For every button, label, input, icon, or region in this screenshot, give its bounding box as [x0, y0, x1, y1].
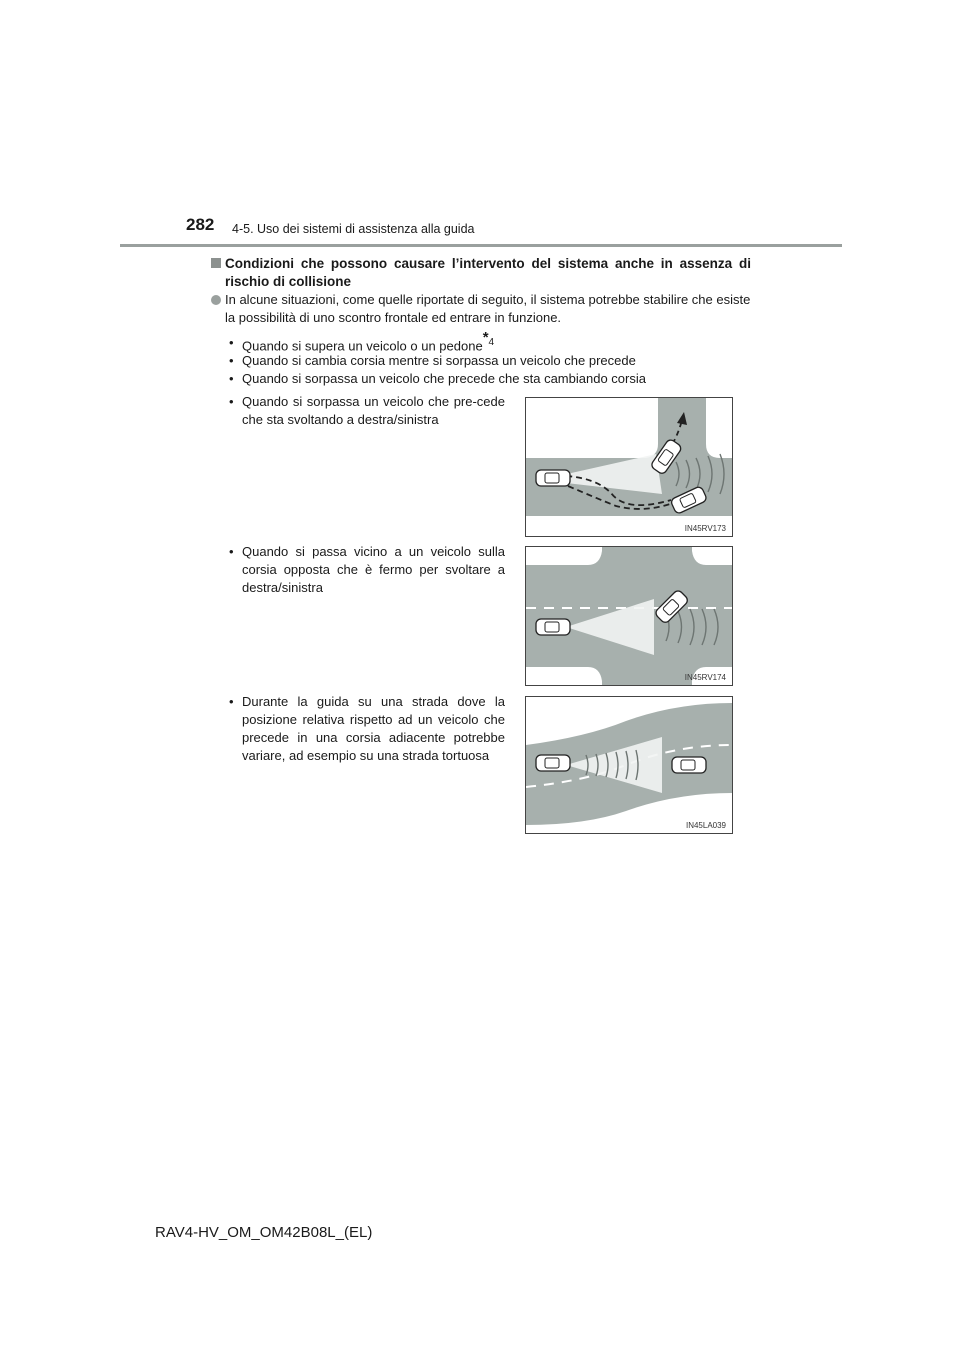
- list-bullet: •: [229, 544, 234, 559]
- figure-code: IN45RV174: [684, 673, 726, 682]
- list-item-text: Quando si supera un veicolo o un pedone: [242, 338, 483, 354]
- document-code-footer: RAV4-HV_OM_OM42B08L_(EL): [155, 1224, 373, 1241]
- figure-list-item: [225, 543, 505, 597]
- page-number: 282: [186, 215, 215, 234]
- illustration-winding-road: [525, 696, 733, 834]
- list-bullet: •: [229, 353, 234, 368]
- intro-paragraph: [211, 291, 751, 327]
- figure-list-item: [225, 693, 505, 765]
- list-bullet: •: [229, 335, 234, 350]
- list-item-text: Quando si passa vicino a un veicolo sulla corsia opposta che è fermo per svoltare a destra/sinistra: [242, 544, 505, 595]
- list-item: [225, 370, 745, 388]
- list-item-text: Quando si sorpassa un veicolo che pre-cede che sta svoltando a destra/sinistra: [242, 394, 505, 427]
- square-bullet-icon: [211, 258, 221, 268]
- list-bullet: •: [229, 394, 234, 409]
- circle-bullet-icon: [211, 295, 221, 305]
- list-item-text: Quando si sorpassa un veicolo che precede che sta cambiando corsia: [242, 371, 646, 386]
- header-rule: [120, 244, 842, 247]
- intro-text: In alcune situazioni, come quelle riportate di seguito, il sistema potrebbe stabilire che esiste la possibilità di uno scontro frontale ed entrare in funzione.: [225, 292, 751, 325]
- figure-code: IN45LA039: [685, 821, 726, 830]
- list-item-text: Durante la guida su una strada dove la posizione relativa rispetto ad un veicolo che precede in una corsia adiacente potrebbe variare, ad esempio su una strada tortuosa: [242, 694, 505, 763]
- list-bullet: •: [229, 694, 234, 709]
- section-title: 4-5. Uso dei sistemi di assistenza alla guida: [232, 222, 475, 236]
- figure-list-item: [225, 393, 505, 429]
- list-item-text: Quando si cambia corsia mentre si sorpassa un veicolo che precede: [242, 353, 636, 368]
- list-bullet: •: [229, 371, 234, 386]
- list-item: [225, 352, 745, 370]
- illustration-overtaking-turning: [525, 397, 733, 537]
- figure-code: IN45RV173: [684, 524, 726, 533]
- subsection-heading: [211, 255, 751, 291]
- heading-text: Condizioni che possono causare l’intervento del sistema anche in assenza di rischio di collisione: [225, 256, 751, 289]
- illustration-oncoming-vehicle: [525, 546, 733, 686]
- footnote-number: 4: [488, 337, 495, 348]
- footnote-mark: *: [482, 329, 489, 346]
